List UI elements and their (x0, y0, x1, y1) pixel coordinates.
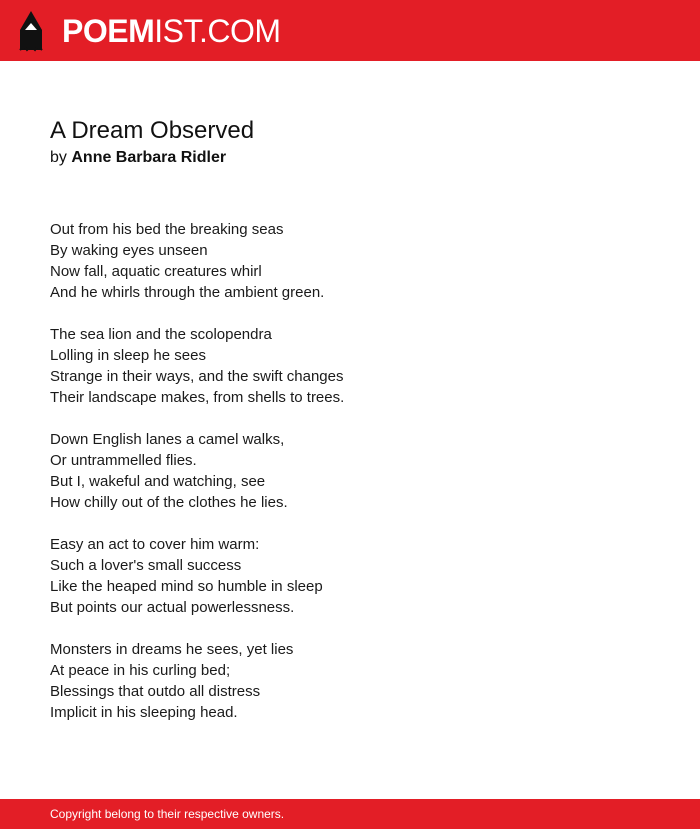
poem-line: Down English lanes a camel walks, (50, 431, 285, 448)
poem-line: Now fall, aquatic creatures whirl (50, 263, 262, 280)
poem-line: At peace in his curling bed; (50, 662, 231, 679)
poem-line: Strange in their ways, and the swift changes (50, 368, 344, 385)
by-label: by (50, 149, 67, 166)
poem-line: Lolling in sleep he sees (50, 347, 206, 364)
stanza (50, 534, 670, 618)
brand-bold: POEM (62, 13, 155, 49)
poem-line: Blessings that outdo all distress (50, 683, 261, 700)
poem-line: But points our actual powerlessness. (50, 599, 295, 616)
poem-line: Like the heaped mind so humble in sleep (50, 578, 323, 595)
poem-line: Implicit in his sleeping head. (50, 704, 238, 721)
poem-line: And he whirls through the ambient green. (50, 284, 325, 301)
poem-content (50, 116, 670, 744)
stanza (50, 429, 670, 513)
copyright-text: Copyright belong to their respective owners. (50, 807, 285, 821)
site-brand[interactable] (62, 12, 281, 50)
poem-line: Such a lover's small success (50, 557, 242, 574)
author-name: Anne Barbara Ridler (71, 149, 227, 166)
poem-line: Easy an act to cover him warm: (50, 536, 260, 553)
poem-line: Monsters in dreams he sees, yet lies (50, 641, 294, 658)
poem-line: How chilly out of the clothes he lies. (50, 494, 288, 511)
site-logo[interactable] (18, 10, 44, 52)
pencil-icon (18, 10, 44, 52)
stanza (50, 324, 670, 408)
poem-title: A Dream Observed (50, 117, 255, 144)
poem-body (50, 219, 670, 723)
poem-line: But I, wakeful and watching, see (50, 473, 266, 490)
stanza (50, 219, 670, 303)
poem-line: The sea lion and the scolopendra (50, 326, 272, 343)
poem-line: Out from his bed the breaking seas (50, 221, 284, 238)
site-footer (0, 799, 700, 829)
stanza (50, 639, 670, 723)
byline (50, 147, 670, 169)
poem-line: Their landscape makes, from shells to trees. (50, 389, 345, 406)
site-header (0, 0, 700, 61)
poem-line: Or untrammelled flies. (50, 452, 197, 469)
poem-line: By waking eyes unseen (50, 242, 208, 259)
brand-light: IST.COM (154, 13, 281, 49)
